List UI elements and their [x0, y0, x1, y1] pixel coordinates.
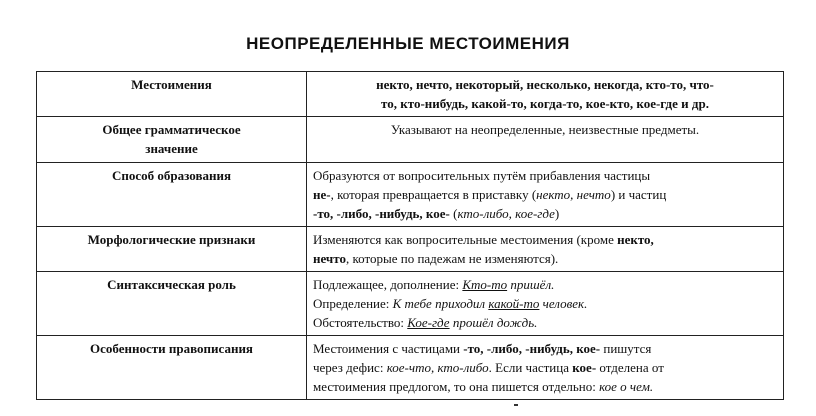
- table-row: [37, 72, 784, 117]
- spelling-particles: -то, -либо, -нибудь, кое-: [463, 341, 601, 356]
- formation-particle-ne: не-: [313, 187, 331, 202]
- row-label-meaning: [37, 117, 307, 163]
- formation-line3-open: (: [449, 206, 458, 221]
- pronoun-list-line2: то, кто-нибудь, какой-то, когда-то, кое-кто, кое-где и др.: [381, 96, 709, 111]
- morphology-nekto: некто,: [617, 232, 654, 247]
- table-row: [37, 163, 784, 227]
- page-title: НЕОПРЕДЕЛЕННЫЕ МЕСТОИМЕНИЯ: [246, 34, 570, 53]
- spelling-line1-start: Местоимения с частицами: [313, 341, 464, 356]
- formation-text: [307, 163, 784, 227]
- syntax-subject-label: Подлежащее, дополнение:: [313, 277, 463, 292]
- spelling-example2: кое о чем.: [599, 379, 654, 394]
- formation-line2-text: , которая превращается в приставку (: [330, 187, 537, 202]
- row-label-pronouns: Местоимения: [37, 72, 307, 117]
- formation-example2: кто-либо, кое-где: [457, 206, 555, 221]
- formation-line3-close: ): [554, 206, 560, 221]
- syntax-attribute-word: какой-то: [488, 296, 540, 311]
- pronoun-table: [36, 71, 784, 400]
- spelling-text: [307, 336, 784, 400]
- table-row: [37, 117, 784, 163]
- syntax-adverbial-label: Обстоятельство:: [313, 315, 408, 330]
- formation-line2-end: ) и частиц: [610, 187, 667, 202]
- morphology-text: [307, 227, 784, 272]
- formation-example1: некто, нечто: [536, 187, 611, 202]
- row-label-morphology: Морфологические признаки: [37, 227, 307, 272]
- syntax-subject-word: Кто-то: [462, 277, 508, 292]
- row-label-syntax: Синтаксическая роль: [37, 272, 307, 336]
- morphology-line2: , которые по падежам не изменяются).: [345, 251, 559, 266]
- spelling-particle-koe: кое-: [572, 360, 597, 375]
- morphology-line1: Изменяются как вопросительные местоимения (кроме: [313, 232, 618, 247]
- spelling-line3-start: местоимения предлогом, то она пишется отдельно:: [313, 379, 600, 394]
- formation-particles: -то, -либо, -нибудь, кое-: [313, 206, 450, 221]
- pronoun-list-line1: некто, нечто, некоторый, несколько, некогда, кто-то, что-: [376, 77, 714, 92]
- spelling-line2-mid: . Если частица: [488, 360, 573, 375]
- syntax-adverbial-rest: прошёл дождь.: [449, 315, 538, 330]
- syntax-attribute-end: человек.: [539, 296, 588, 311]
- pronoun-list: [307, 72, 784, 117]
- formation-line1: Образуются от вопросительных путём прибавления частицы: [313, 168, 651, 183]
- spelling-line2-end: отделена от: [596, 360, 664, 375]
- row-label-spelling: Особенности правописания: [37, 336, 307, 400]
- syntax-adverbial-word: Кое-где: [407, 315, 450, 330]
- row-label-formation: Способ образования: [37, 163, 307, 227]
- table-row: [37, 272, 784, 336]
- syntax-attribute-start: К тебе приходил: [392, 296, 489, 311]
- table-row: [37, 336, 784, 400]
- syntax-subject-rest: пришёл.: [507, 277, 555, 292]
- meaning-text: Указывают на неопределенные, неизвестные предметы.: [307, 117, 784, 163]
- spelling-line2-start: через дефис:: [313, 360, 387, 375]
- table-row: [37, 227, 784, 272]
- spelling-example1: кое-что, кто-либо: [386, 360, 489, 375]
- row-label-meaning-line1: Общее грамматическое: [102, 122, 241, 137]
- syntax-text: [307, 272, 784, 336]
- stray-mark: [514, 404, 518, 406]
- spelling-line1-end: пишутся: [600, 341, 652, 356]
- syntax-attribute-label: Определение:: [313, 296, 393, 311]
- row-label-meaning-line2: значение: [145, 141, 198, 156]
- morphology-nechto: нечто: [313, 251, 346, 266]
